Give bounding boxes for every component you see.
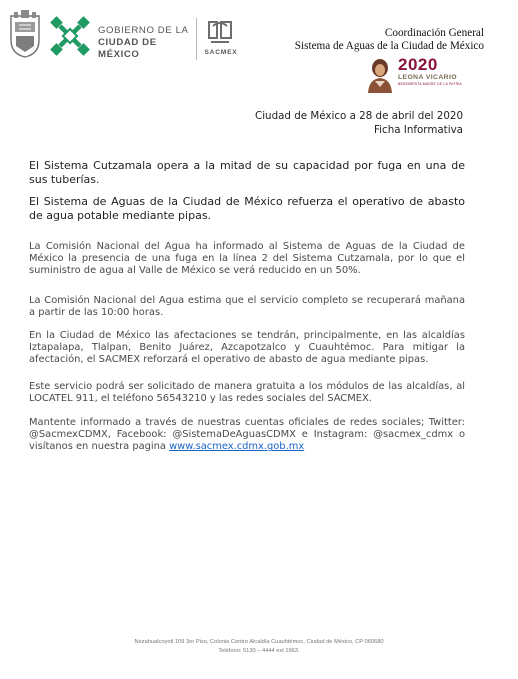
footer-address <box>40 638 478 656</box>
government-name <box>98 25 198 61</box>
sacmex-website-link[interactable]: www.sacmex.cdmx.gob.mx <box>169 441 305 453</box>
government-name-line2: CIUDAD DE MÉXICO <box>98 37 157 60</box>
header-divider <box>196 18 197 60</box>
cdmx-government-logo-icon <box>50 16 90 56</box>
coordination-heading <box>250 27 484 53</box>
headline-1: El Sistema Cutzamala opera a la mitad de su capacidad por fuga en una de sus tuberías. <box>29 159 465 186</box>
headline-2: El Sistema de Aguas de la Ciudad de México refuerza el operativo de abasto de agua potable mediante pipas. <box>29 195 465 222</box>
paragraph-2: La Comisión Nacional del Agua estima que el servicio completo se recuperará mañana a partir de las 10:00 horas. <box>29 295 465 319</box>
cdmx-shield-icon <box>8 10 42 58</box>
coordination-line1: Coordinación General <box>384 27 484 39</box>
paragraph-3: En la Ciudad de México las afectaciones se tendrán, principalmente, en las alcaldías Iztapalapa, Tlalpan, Benito Juárez, Azcapotzalco y Cuauhtémoc. Para mitigar la afectación, el SACMEX reforzará el operativo de abasto de agua mediante pipas. <box>29 330 465 366</box>
sacmex-label: SACMEX <box>204 49 238 56</box>
paragraph-4: Este servicio podrá ser solicitado de manera gratuita a los módulos de las alcaldías, al LOCATEL 911, el teléfono 56543210 y las redes sociales del SACMEX. <box>29 381 465 405</box>
paragraph-5 <box>29 417 465 454</box>
document-type: Ficha Informativa <box>374 124 463 136</box>
sacmex-logo-icon <box>205 18 235 46</box>
leona-year: 2020 <box>398 55 438 74</box>
paragraph-5-text: Mantente informado a través de nuestras cuentas oficiales de redes sociales; Twitter: @SacmexCDMX, Facebook: @SistemaDeAguasCDMX e Instagram: @sacmex_cdmx o visítanos en nuestra pagina <box>29 417 465 453</box>
date-text: Ciudad de México a 28 de abril del 2020 <box>255 110 463 122</box>
coordination-line2: Sistema de Aguas de la Ciudad de México <box>294 40 484 52</box>
footer-address-line: Nezahualcoyotl 109 3er Piso, Colonia Centro Alcaldía Cuauhtémoc, Ciudad de México, CP 060680 <box>134 639 384 645</box>
government-name-line1: GOBIERNO DE LA <box>98 25 189 36</box>
dateline <box>250 109 463 137</box>
leona-subtitle: BENEMÉRITA MADRE DE LA PATRIA <box>398 82 462 86</box>
footer-phone-line: Teléfono: 5130 – 4444 ext 1963. <box>218 648 300 654</box>
leona-name: LEONA VICARIO <box>398 74 457 81</box>
paragraph-1: La Comisión Nacional del Agua ha informado al Sistema de Aguas de la Ciudad de México la presencia de una fuga en la línea 2 del Sistema Cutzamala, por lo que el suministro de agua al Valle de México se verá reducido en un 50%. <box>29 241 465 277</box>
